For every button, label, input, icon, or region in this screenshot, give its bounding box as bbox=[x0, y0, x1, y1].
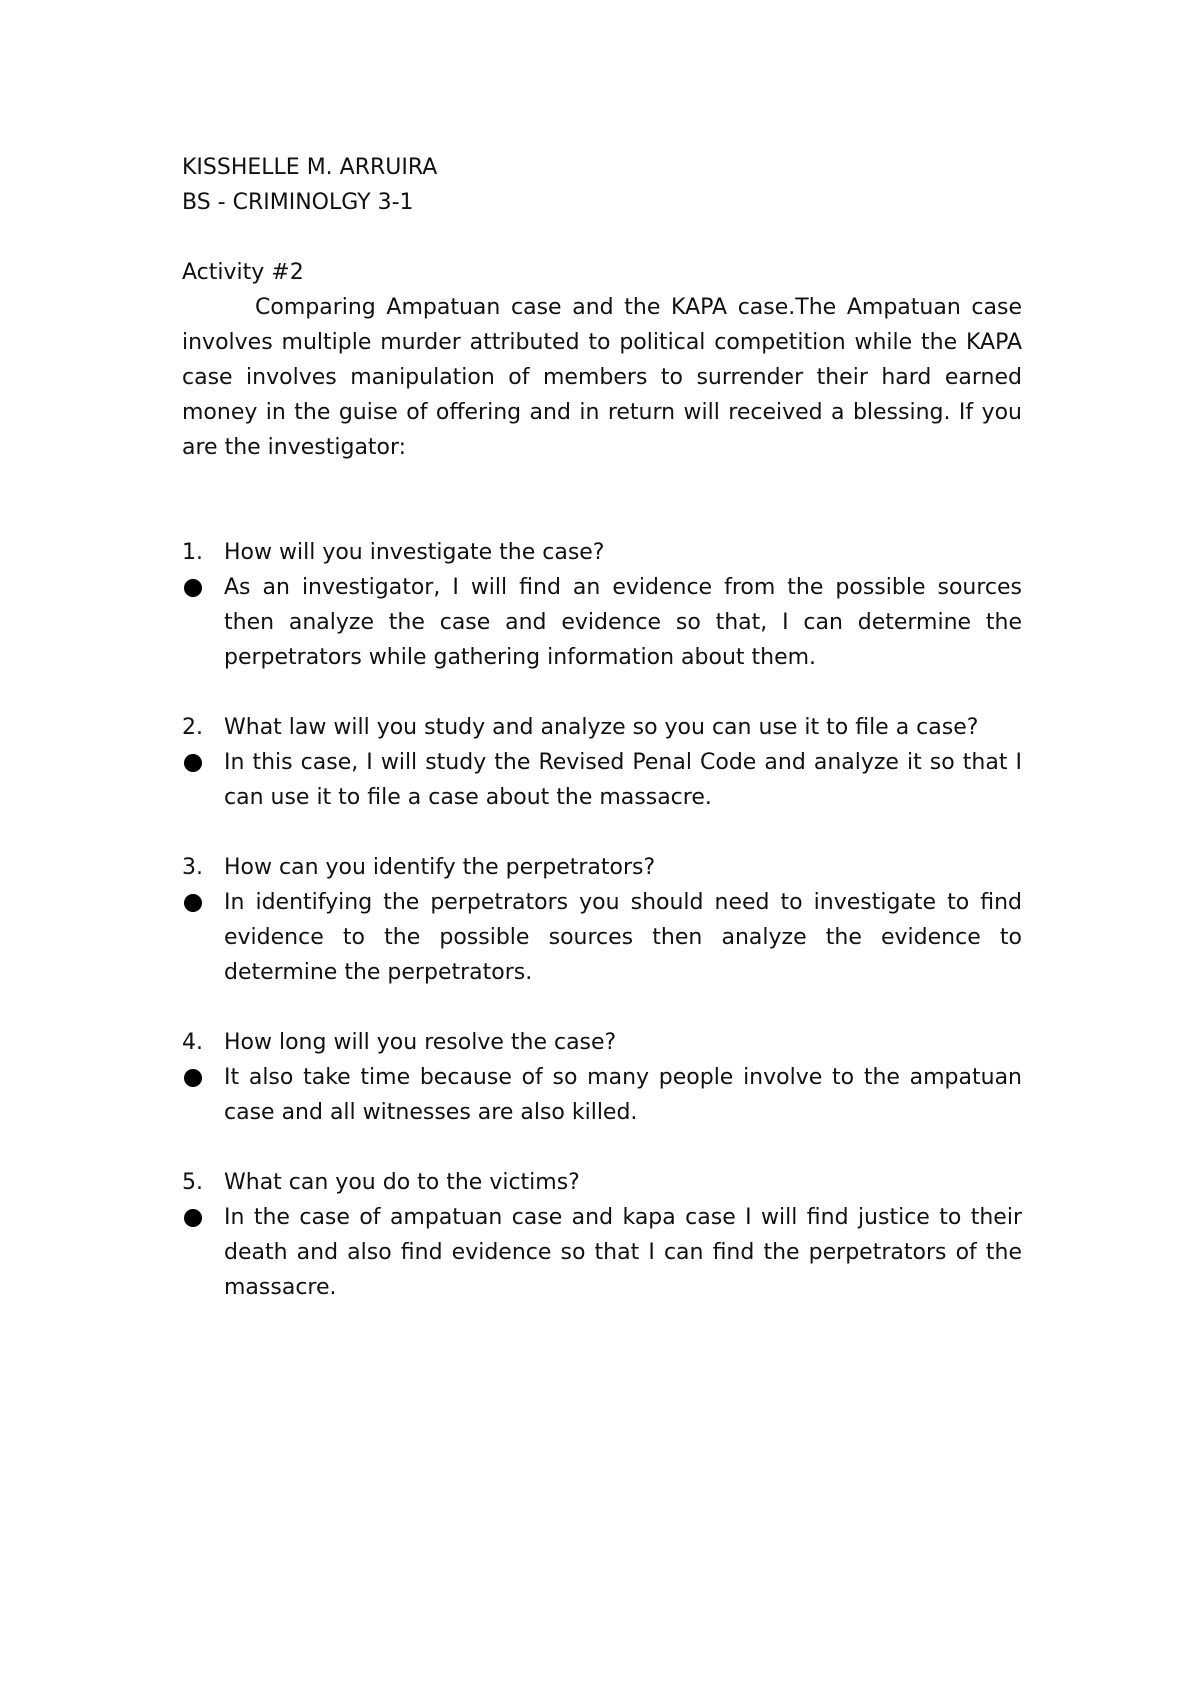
question-number: 2. bbox=[182, 715, 203, 740]
answer bbox=[182, 745, 1022, 815]
answer-text: In identifying the perpetrators you should need to investigate to find evidence to the possible sources then analyze the evidence to determine the perpetrators. bbox=[224, 890, 1022, 985]
activity-title: Activity #2 bbox=[182, 260, 304, 285]
question bbox=[182, 1165, 1022, 1200]
document-content bbox=[182, 150, 1022, 1305]
bullet-icon bbox=[182, 745, 224, 780]
activity-intro: Comparing Ampatuan case and the KAPA case.The Ampatuan case involves multiple murder attributed to political competition while the KAPA case involves manipulation of members to surrender their hard earned money in the guise of offering and in return will received a blessing. If you are the investigator: bbox=[182, 295, 1022, 460]
question-text: What can you do to the victims? bbox=[224, 1170, 580, 1195]
question-item-4 bbox=[182, 1025, 1022, 1130]
question bbox=[182, 1025, 1022, 1060]
question-number: 1. bbox=[182, 540, 203, 565]
spacer bbox=[182, 1130, 1022, 1165]
answer-text: It also take time because of so many people involve to the ampatuan case and all witnesses are also killed. bbox=[224, 1065, 1022, 1125]
bullet-icon bbox=[182, 885, 224, 920]
answer bbox=[182, 1060, 1022, 1130]
student-name: KISSHELLE M. ARRUIRA bbox=[182, 155, 438, 180]
question-number: 5. bbox=[182, 1170, 203, 1195]
bullet-icon bbox=[182, 1060, 224, 1095]
bullet-icon bbox=[182, 570, 224, 605]
answer-text: As an investigator, I will find an evidence from the possible sources then analyze the case and evidence so that, I can determine the perpetrators while gathering information about them. bbox=[224, 575, 1022, 670]
question-text: How long will you resolve the case? bbox=[224, 1030, 617, 1055]
bullet-icon bbox=[182, 1200, 224, 1235]
answer-text: In this case, I will study the Revised Penal Code and analyze it so that I can use it to file a case about the massacre. bbox=[224, 750, 1022, 810]
question-item-2 bbox=[182, 710, 1022, 815]
question-item-5 bbox=[182, 1165, 1022, 1305]
question bbox=[182, 850, 1022, 885]
spacer bbox=[182, 675, 1022, 710]
spacer bbox=[182, 990, 1022, 1025]
question-text: What law will you study and analyze so you can use it to file a case? bbox=[224, 715, 979, 740]
answer bbox=[182, 885, 1022, 990]
question-text: How can you identify the perpetrators? bbox=[224, 855, 656, 880]
question-number: 4. bbox=[182, 1030, 203, 1055]
question-text: How will you investigate the case? bbox=[224, 540, 605, 565]
course-section: BS - CRIMINOLGY 3-1 bbox=[182, 190, 414, 215]
spacer bbox=[182, 465, 1022, 535]
answer bbox=[182, 1200, 1022, 1305]
question-item-3 bbox=[182, 850, 1022, 990]
question bbox=[182, 535, 1022, 570]
spacer bbox=[182, 220, 1022, 255]
question-item-1 bbox=[182, 535, 1022, 675]
spacer bbox=[182, 815, 1022, 850]
question bbox=[182, 710, 1022, 745]
answer bbox=[182, 570, 1022, 675]
question-number: 3. bbox=[182, 855, 203, 880]
answer-text: In the case of ampatuan case and kapa case I will find justice to their death and also find evidence so that I can find the perpetrators of the massacre. bbox=[224, 1205, 1022, 1300]
